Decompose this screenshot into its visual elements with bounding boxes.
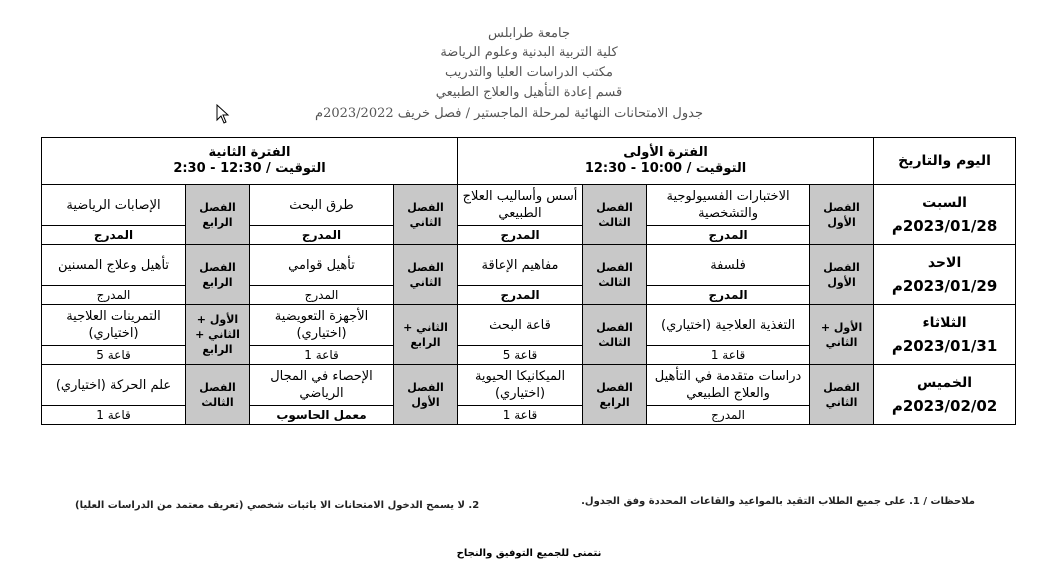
room-cell: المدرج [42, 286, 186, 305]
room-cell: المدرج [647, 226, 810, 245]
course-cell: الأجهزة التعويضية (اختياري) [250, 305, 394, 346]
table-row [42, 245, 1016, 286]
day-cell: الاحد 2023/01/29م [874, 245, 1016, 305]
course-cell: مفاهيم الإعاقة [458, 245, 583, 286]
room-cell: قاعة 1 [647, 346, 810, 365]
semester-cell: الفصل الأول [810, 185, 874, 245]
room-cell: المدرج [42, 226, 186, 245]
table-row [42, 365, 1016, 406]
room-cell: المدرج [250, 286, 394, 305]
semester-cell: الأول + الثاني + الرابع [186, 305, 250, 365]
table-header-row [42, 138, 1016, 185]
period1-header: الفترة الأولى التوقيت / 10:00 - 12:30 [458, 138, 874, 185]
course-cell: قاعة البحث [458, 305, 583, 346]
table-row [42, 305, 1016, 346]
note-1: ملاحظات / 1. على جميع الطلاب التقيد بالمواعيد والقاعات المحددة وفق الجدول. [581, 496, 975, 507]
room-cell: معمل الحاسوب [250, 406, 394, 425]
course-cell: التمرينات العلاجية (اختياري) [42, 305, 186, 346]
course-cell: الإحصاء في المجال الرياضي [250, 365, 394, 406]
day-date-header: اليوم والتاريخ [874, 138, 1016, 185]
semester-cell: الفصل الرابع [186, 245, 250, 305]
schedule-title: جدول الامتحانات النهائية لمرحلة الماجستير / فصل خريف 2023/2022م [315, 106, 703, 121]
course-cell: تأهيل وعلاج المسنين [42, 245, 186, 286]
period2-header: الفترة الثانية التوقيت / 12:30 - 2:30 [42, 138, 458, 185]
course-cell: التغذية العلاجية (اختياري) [647, 305, 810, 346]
room-cell: المدرج [647, 406, 810, 425]
department-name: قسم إعادة التأهيل والعلاج الطبيعي [435, 85, 623, 100]
course-cell: الاختبارات الفسيولوجية والتشخصية [647, 185, 810, 226]
semester-cell: الثاني + الرابع [394, 305, 458, 365]
closing-message: نتمنى للجميع التوفيق والنجاح [456, 548, 602, 559]
university-name: جامعة طرابلس [488, 26, 570, 41]
room-cell: المدرج [458, 226, 583, 245]
note-2: 2. لا يسمح الدخول الامتحانات الا باثبات شخصي (تعريف معتمد من الدراسات العليا) [75, 500, 480, 511]
course-cell: دراسات متقدمة في التأهيل والعلاج الطبيعي [647, 365, 810, 406]
semester-cell: الفصل الثالث [583, 245, 647, 305]
exam-schedule-table [41, 137, 1016, 425]
semester-cell: الفصل الثاني [394, 185, 458, 245]
course-cell: فلسفة [647, 245, 810, 286]
course-cell: الإصابات الرياضية [42, 185, 186, 226]
room-cell: المدرج [250, 226, 394, 245]
semester-cell: الفصل الثالث [186, 365, 250, 425]
mouse-pointer-icon [216, 104, 230, 124]
room-cell: قاعة 1 [458, 406, 583, 425]
room-cell: المدرج [458, 286, 583, 305]
semester-cell: الفصل الثاني [394, 245, 458, 305]
room-cell: المدرج [647, 286, 810, 305]
course-cell: أسس وأساليب العلاج الطبيعي [458, 185, 583, 226]
room-cell: قاعة 5 [458, 346, 583, 365]
course-cell: علم الحركة (اختياري) [42, 365, 186, 406]
semester-cell: الفصل الرابع [186, 185, 250, 245]
semester-cell: الفصل الثاني [810, 365, 874, 425]
semester-cell: الفصل الأول [810, 245, 874, 305]
day-cell: الثلاثاء 2023/01/31م [874, 305, 1016, 365]
semester-cell: الفصل الرابع [583, 365, 647, 425]
room-cell: قاعة 5 [42, 346, 186, 365]
semester-cell: الفصل الأول [394, 365, 458, 425]
faculty-name: كلية التربية البدنية وعلوم الرياضة [440, 45, 618, 60]
semester-cell: الفصل الثالث [583, 185, 647, 245]
day-cell: السبت 2023/01/28م [874, 185, 1016, 245]
course-cell: تأهيل قوامي [250, 245, 394, 286]
room-cell: قاعة 1 [250, 346, 394, 365]
semester-cell: الفصل الثالث [583, 305, 647, 365]
room-cell: قاعة 1 [42, 406, 186, 425]
course-cell: الميكانيكا الحيوية (اختياري) [458, 365, 583, 406]
table-row [42, 185, 1016, 226]
office-name: مكتب الدراسات العليا والتدريب [445, 65, 613, 80]
course-cell: طرق البحث [250, 185, 394, 226]
semester-cell: الأول + الثاني [810, 305, 874, 365]
day-cell: الخميس 2023/02/02م [874, 365, 1016, 425]
